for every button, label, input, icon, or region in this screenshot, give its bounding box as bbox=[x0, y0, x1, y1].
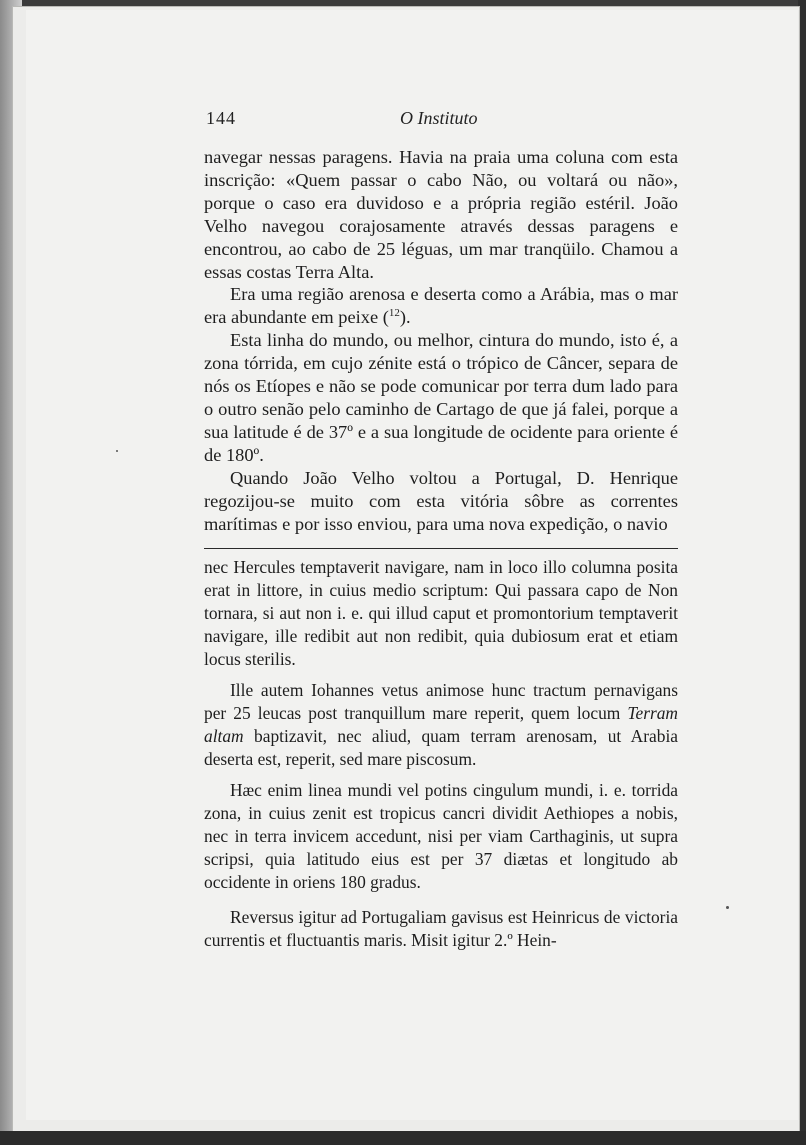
ink-speck bbox=[726, 906, 729, 909]
paragraph-2-text: Era uma região arenosa e deserta como a Arábia, mas o mar era abundante em peixe ( bbox=[204, 284, 678, 328]
page-number: 144 bbox=[206, 108, 236, 128]
running-title: O Instituto bbox=[400, 108, 478, 128]
main-text bbox=[204, 146, 678, 535]
footnote-paragraph-2 bbox=[204, 679, 678, 771]
ink-speck bbox=[116, 450, 118, 452]
paragraph-1: navegar nessas paragens. Havia na praia uma coluna com esta inscrição: «Quem passar o cabo Não, ou voltará ou não», porque o caso era duvidoso e a própria região estéril. João Velho navegou corajosamente através dessas paragens e encontrou, ao cabo de 25 léguas, um mar tranqüilo. Chamou a essas costas Terra Alta. bbox=[204, 147, 678, 282]
footnote-paragraph-2-a: Ille autem Iohannes vetus animose hunc tractum pernavigans per 25 leucas post tranquillum mare reperit, quem locum bbox=[204, 680, 678, 723]
scan-bottom-edge bbox=[0, 1131, 806, 1145]
footnote-paragraph-3: Hæc enim linea mundi vel potins cingulum mundi, i. e. torrida zona, in cuius zenit est tropicus cancri dividit Aethiopes a nobis, nec in terra invicem accedunt, nisi per viam Carthaginis, ut supra scripsi, quia latitudo eius est per 37 diætas et longitudo ab occidente in oriens 180 gradus. bbox=[204, 780, 678, 892]
footnote-block bbox=[204, 556, 678, 952]
page-header bbox=[204, 108, 680, 132]
paragraph-2-end: ). bbox=[399, 307, 411, 328]
footnote-paragraph-1: nec Hercules temptaverit navigare, nam in loco illo columna posita erat in littore, in cuius medio scriptum: Qui passara capo de Non tornara, si aut non i. e. qui illud caput et promontorium temptaverit navigare, ille redibit aut non redibit, quia dubiosum erat et etiam locus sterilis. bbox=[204, 557, 678, 669]
paragraph-3: Esta linha do mundo, ou melhor, cintura do mundo, isto é, a zona tórrida, em cujo zénite está o trópico de Câncer, separa de nós os Etíopes e não se pode comunicar por terra dum lado para o outro senão pelo caminho de Cartago de que já falei, porque a sua latitude é de 37º e a sua longitude de ocidente para oriente é de 180º. bbox=[204, 330, 678, 465]
footnote-reference: 12 bbox=[388, 307, 400, 320]
footnote-italic-term: Terram altam bbox=[204, 703, 678, 746]
footnote-paragraph-2-b: baptizavit, nec aliud, quam terram arenosam, ut Arabia deserta est, reperit, sed mare piscosum. bbox=[204, 726, 678, 769]
footnote-paragraph-4: Reversus igitur ad Portugaliam gavisus est Heinricus de victoria currentis et fluctuantis maris. Misit igitur 2.º Hein- bbox=[204, 907, 678, 950]
paragraph-2 bbox=[204, 283, 678, 329]
paragraph-4: Quando João Velho voltou a Portugal, D. Henrique regozijou-se muito com esta vitória sôbre as correntes marítimas e por isso enviou, para uma nova expedição, o navio bbox=[204, 467, 678, 534]
footnote-divider bbox=[204, 548, 678, 549]
